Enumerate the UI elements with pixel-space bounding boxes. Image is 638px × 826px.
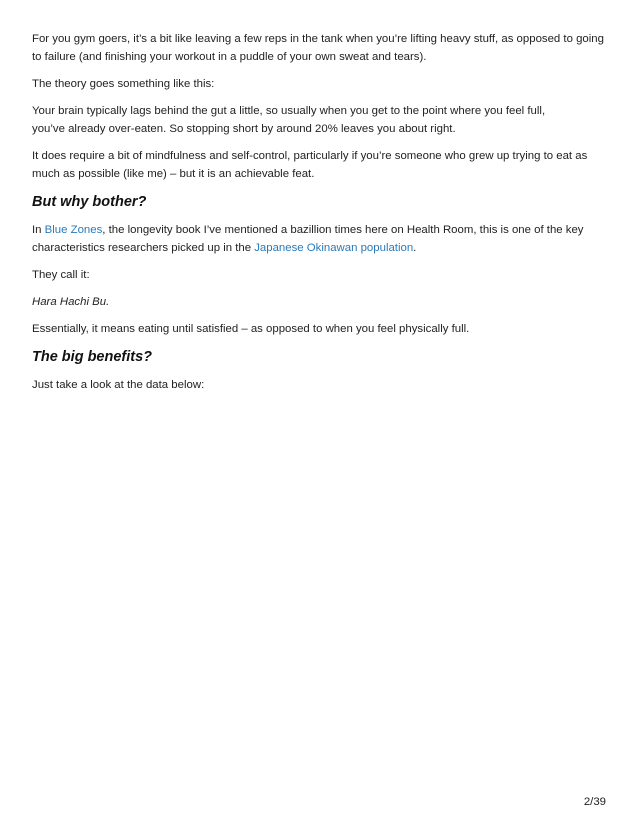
article-body (32, 30, 610, 403)
blue-zones-suffix: . (413, 242, 417, 254)
page-number: 2/39 (583, 796, 606, 808)
paragraph-hara-hachi-bu (32, 293, 610, 311)
paragraph-theory-intro: The theory goes something like this: (32, 78, 215, 90)
hara-hachi-bu-term: Hara Hachi Bu. (32, 296, 110, 308)
paragraph-essentially: Essentially, it means eating until satisfied – as opposed to when you feel physically full. (32, 323, 470, 335)
paragraph-blue-zones (32, 221, 610, 257)
paragraph-they-call-it: They call it: (32, 269, 90, 281)
okinawan-population-link[interactable]: Japanese Okinawan population (254, 242, 414, 254)
paragraph-brain-lag (32, 102, 610, 138)
paragraph-mindfulness: It does require a bit of mindfulness and self-control, particularly if you’re someone who grew up trying to eat as much as possible (like me) – but it is an achievable feat. (32, 150, 588, 180)
paragraph-brain-lag-line-1: Your brain typically lags behind the gut a little, so usually when you get to the point where you feel full, (32, 105, 546, 117)
blue-zones-prefix: In (32, 224, 45, 236)
paragraph-brain-lag-line-2: you’ve already over-eaten. So stopping short by around 20% leaves you about right. (32, 123, 456, 135)
blue-zones-middle: , the longevity book I’ve mentioned a bazillion times here on Health Room, this is one of the key characteristics researchers picked up in the (32, 224, 584, 254)
blue-zones-link[interactable]: Blue Zones (44, 224, 103, 236)
paragraph-data-below: Just take a look at the data below: (32, 379, 205, 391)
paragraph-gym-analogy: For you gym goers, it’s a bit like leaving a few reps in the tank when you’re lifting heavy stuff, as opposed to going to failure (and finishing your workout in a puddle of your own sweat and tears). (32, 33, 604, 63)
heading-why-bother: But why bother? (32, 194, 147, 210)
heading-big-benefits: The big benefits? (32, 349, 153, 365)
